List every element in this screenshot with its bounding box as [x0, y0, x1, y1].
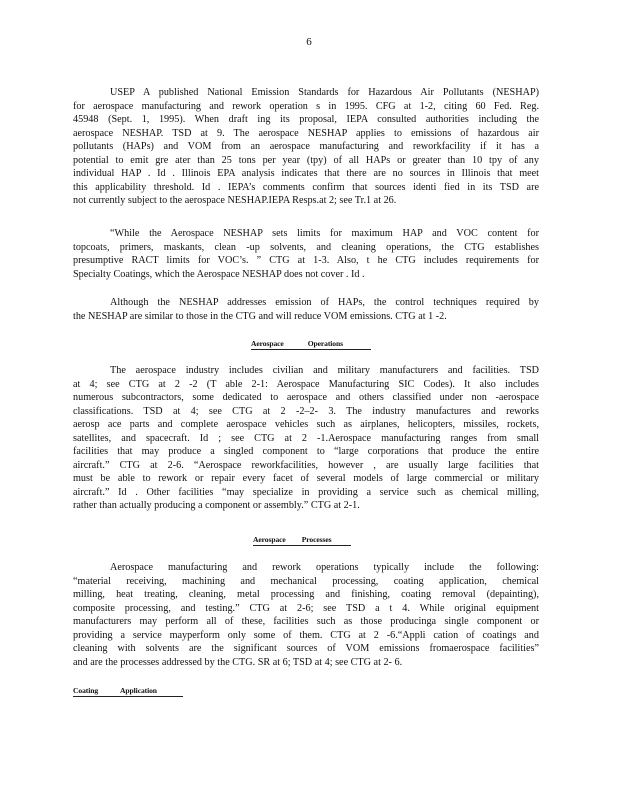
text-line: numerous subcontractors, some dedicated to aerospace and others classified under non -aerospace: [73, 392, 539, 404]
text-line: 45948 (Sept. 1, 1995). When draft ing its proposal, IEPA consulted authorities including the: [73, 114, 539, 126]
text-line: classifications. TSD at 4; see CTG at 2 -2–2- 3. The industry manufactures and reworks: [73, 405, 539, 417]
text-line: topcoats, primers, maskants, clean -up solvents, and cleaning operations, the CTG establishes: [73, 241, 539, 253]
text-line: at 4; see CTG at 2 -2 (T able 2-1: Aerospace Manufacturing SIC Codes). It also includes: [73, 378, 539, 390]
text-line: aerosp ace parts and complete aerospace vehicles such as airplanes, helicopters, missiles, rockets,: [73, 419, 539, 431]
section-heading-aerospace-operations: [251, 339, 371, 350]
text-line: aerospace NESHAP. TSD at 9. The aerospace NESHAP applies to emissions of hazardous air: [73, 127, 539, 139]
text-line: presumptive RACT limits for VOC’s. ” CTG at 1-3. Also, t he CTG includes requirements for: [73, 255, 539, 267]
text-line: must be able to rework or repair every facet of several models of large commercial or military: [73, 473, 539, 485]
text-line: The aerospace industry includes civilian and military manufacturers and facilities. TSD: [110, 365, 539, 376]
text-line: facilities that may produce a singled component to “large corporations that produce the entire: [73, 446, 539, 458]
text-line: rather than actually producing a component or assembly.” CTG at 2-1.: [73, 500, 360, 512]
text-line: individual HAP . Id . Illinois EPA analysis indicates that there are no sources in Illinois that meet: [73, 168, 539, 180]
paragraph-neshap-similar: [73, 296, 539, 323]
text-line: manufacturers may perform all of these, facilities such as those producinga single component or: [73, 616, 539, 628]
paragraph-neshap-intro: [73, 86, 539, 208]
text-line: satellites, and spacecraft. Id ; see CTG at 2 -1.Aerospace manufacturing ranges from small: [73, 432, 539, 444]
heading-word: Aerospace: [251, 339, 284, 348]
text-line: “While the Aerospace NESHAP sets limits for maximum HAP and VOC content for: [110, 228, 539, 239]
text-line: not currently subject to the aerospace NESHAP.IEPA Resps.at 2; see Tr.1 at 26.: [73, 195, 397, 207]
heading-word: Aerospace: [253, 535, 286, 544]
text-line: “material receiving, machining and mechanical processing, coating application, chemical: [73, 575, 539, 587]
text-line: milling, heat treating, cleaning, metal processing and finishing, coating removal (depainting),: [73, 589, 539, 601]
paragraph-aerospace-processes: [73, 561, 539, 669]
text-line: and are the processes addressed by the CTG. SR at 6; TSD at 4; see CTG at 2- 6.: [73, 656, 403, 668]
text-line: aircraft.” CTG at 2-6. “Aerospace reworkfacilities, however , are usually large facilities that: [73, 459, 539, 471]
section-heading-coating-application: [73, 686, 183, 697]
paragraph-neshap-limits: [73, 227, 539, 281]
heading-word: Application: [120, 686, 157, 695]
heading-word: Coating: [73, 686, 99, 695]
text-line: USEP A published National Emission Standards for Hazardous Air Pollutants (NESHAP): [110, 87, 539, 98]
text-line: providing a service mayperform only some of them. CTG at 2 -6.“Appli cation of coatings and: [73, 629, 539, 641]
text-line: Aerospace manufacturing and rework operations typically include the following:: [110, 562, 539, 573]
text-line: Although the NESHAP addresses emission of HAPs, the control techniques required by: [110, 297, 539, 308]
text-line: aircraft.” Id . Other facilities “may specialize in providing a service such as chemical milling,: [73, 486, 539, 498]
text-line: potential to emit gre ater than 25 tons per year (tpy) of all HAPs or greater than 10 tpy of any: [73, 154, 539, 166]
text-line: Specialty Coatings, which the Aerospace NESHAP does not cover . Id .: [73, 268, 365, 280]
text-line: this applicability threshold. Id . IEPA’s comments confirm that sources identi fied in its TSD are: [73, 181, 539, 193]
text-line: for aerospace manufacturing and rework operation s in 1995. CFG at 1-2, citing 60 Fed. Reg.: [73, 100, 539, 112]
page-number: 6: [306, 36, 312, 48]
heading-word: Processes: [301, 535, 332, 544]
paragraph-aerospace-industry: [73, 364, 539, 513]
text-line: the NESHAP are similar to those in the CTG and will reduce VOM emissions. CTG at 1 -2.: [73, 310, 447, 322]
heading-word: Operations: [307, 339, 343, 348]
text-line: composite processing, and testing.” CTG at 2-6; see TSD a t 4. While original equipment: [73, 602, 539, 614]
text-line: cleaning with solvents are the significant sources of VOM emissions fromaerospace facilities”: [73, 643, 539, 655]
section-heading-aerospace-processes: [253, 535, 351, 546]
text-line: pollutants (HAPs) and VOM from an aerospace manufacturing and reworkfacility if it has a: [73, 141, 539, 153]
